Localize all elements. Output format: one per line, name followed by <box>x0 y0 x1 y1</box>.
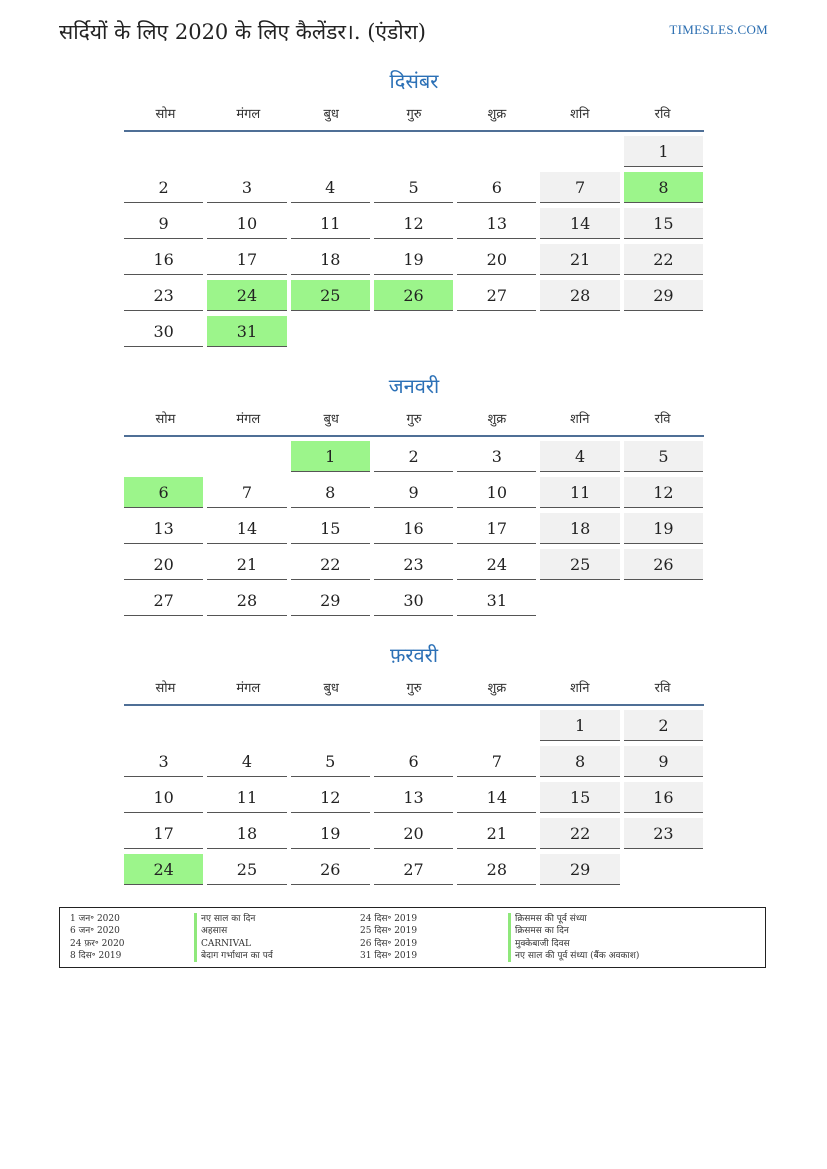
month-name: फ़रवरी <box>389 643 439 667</box>
day-cell: 5 <box>291 746 370 777</box>
legend-holiday-name: मुक्केबाजी दिवस <box>508 938 639 950</box>
day-cell: 31 <box>457 585 536 616</box>
empty-day-cell <box>291 710 370 741</box>
legend-holiday-name: क्रिसमस की पूर्व संध्या <box>508 913 639 925</box>
holiday-day-cell: 8 <box>624 172 703 203</box>
weekday-label: गुरु <box>406 107 422 122</box>
day-cell: 28 <box>540 280 619 311</box>
day-cell: 30 <box>374 585 453 616</box>
day-cell: 13 <box>374 782 453 813</box>
day-cell: 26 <box>291 854 370 885</box>
day-cell: 7 <box>540 172 619 203</box>
legend-date: 1 जन॰ 2020 <box>70 914 120 924</box>
holiday-day-cell: 6 <box>124 477 203 508</box>
day-cell: 21 <box>207 549 286 580</box>
legend-date: 8 दिस॰ 2019 <box>70 950 122 961</box>
day-cell: 15 <box>291 513 370 544</box>
month-block-february <box>124 638 704 890</box>
day-cell: 11 <box>540 477 619 508</box>
day-cell: 4 <box>291 172 370 203</box>
day-cell: 23 <box>624 818 703 849</box>
day-cell: 25 <box>540 549 619 580</box>
holiday-day-cell: 26 <box>374 280 453 311</box>
day-cell: 17 <box>457 513 536 544</box>
day-cell: 25 <box>207 854 286 885</box>
day-cell: 27 <box>374 854 453 885</box>
day-grid <box>124 136 704 352</box>
day-cell: 10 <box>207 208 286 239</box>
empty-day-cell <box>374 710 453 741</box>
day-cell: 16 <box>624 782 703 813</box>
day-cell: 8 <box>291 477 370 508</box>
empty-day-cell <box>291 136 370 167</box>
day-cell: 28 <box>457 854 536 885</box>
legend-holiday-name: नए साल की पूर्व संध्या (बैंक अवकाश) <box>508 950 639 962</box>
day-cell: 12 <box>624 477 703 508</box>
day-cell: 27 <box>124 585 203 616</box>
month-name: जनवरी <box>388 374 440 398</box>
day-cell: 5 <box>624 441 703 472</box>
weekday-label: गुरु <box>406 681 422 696</box>
legend-date: 31 दिस॰ 2019 <box>360 950 418 961</box>
day-cell: 29 <box>291 585 370 616</box>
day-cell: 7 <box>207 477 286 508</box>
site-link[interactable]: TIMESLES.COM <box>669 22 768 37</box>
day-cell: 22 <box>540 818 619 849</box>
month-block-january <box>124 369 704 621</box>
day-cell: 9 <box>124 208 203 239</box>
header-divider <box>124 130 704 132</box>
weekday-label: रवि <box>654 107 671 122</box>
day-cell: 11 <box>291 208 370 239</box>
legend-holiday-name: क्रिसमस का दिन <box>508 925 639 937</box>
day-cell: 20 <box>457 244 536 275</box>
weekday-header <box>124 403 704 433</box>
weekday-label: मंगल <box>236 107 261 122</box>
weekday-label: सोम <box>155 412 176 427</box>
weekday-label: शुक्र <box>487 681 507 696</box>
legend-date: 24 फ़र॰ 2020 <box>70 938 125 949</box>
day-cell: 24 <box>457 549 536 580</box>
weekday-label: शनि <box>570 107 590 122</box>
day-cell: 18 <box>291 244 370 275</box>
day-cell: 16 <box>374 513 453 544</box>
weekday-label: बुध <box>323 107 339 122</box>
month-block-december <box>124 64 704 352</box>
header-divider <box>124 435 704 437</box>
day-cell: 6 <box>457 172 536 203</box>
legend-names-left <box>194 913 273 962</box>
empty-day-cell <box>207 136 286 167</box>
day-cell: 29 <box>624 280 703 311</box>
day-cell: 17 <box>207 244 286 275</box>
day-cell: 3 <box>457 441 536 472</box>
legend-holiday-name: बेदाग गर्भाधान का पर्व <box>194 950 273 962</box>
empty-day-cell <box>124 441 203 472</box>
day-cell: 3 <box>124 746 203 777</box>
legend-names-right <box>508 913 639 962</box>
day-cell: 17 <box>124 818 203 849</box>
day-cell: 18 <box>207 818 286 849</box>
weekday-header <box>124 672 704 702</box>
legend-date: 6 जन॰ 2020 <box>70 926 120 937</box>
legend-dates-left <box>70 913 125 962</box>
day-cell: 22 <box>624 244 703 275</box>
empty-day-cell <box>457 136 536 167</box>
day-cell: 15 <box>540 782 619 813</box>
day-cell: 13 <box>457 208 536 239</box>
day-cell: 4 <box>207 746 286 777</box>
day-cell: 12 <box>374 208 453 239</box>
day-grid <box>124 710 704 890</box>
day-cell: 10 <box>124 782 203 813</box>
legend-holiday-name: CARNIVAL <box>194 938 273 950</box>
holiday-day-cell: 1 <box>291 441 370 472</box>
weekday-label: रवि <box>654 681 671 696</box>
day-cell: 13 <box>124 513 203 544</box>
weekday-label: बुध <box>323 681 339 696</box>
day-cell: 6 <box>374 746 453 777</box>
weekday-label: गुरु <box>406 412 422 427</box>
legend-date: 24 दिस॰ 2019 <box>360 914 418 924</box>
day-cell: 3 <box>207 172 286 203</box>
day-cell: 11 <box>207 782 286 813</box>
day-cell: 18 <box>540 513 619 544</box>
day-cell: 28 <box>207 585 286 616</box>
weekday-label: शनि <box>570 412 590 427</box>
empty-day-cell <box>540 136 619 167</box>
weekday-label: रवि <box>654 412 671 427</box>
day-cell: 21 <box>540 244 619 275</box>
day-cell: 27 <box>457 280 536 311</box>
holiday-day-cell: 24 <box>207 280 286 311</box>
day-cell: 19 <box>374 244 453 275</box>
day-cell: 9 <box>374 477 453 508</box>
day-cell: 8 <box>540 746 619 777</box>
legend-date: 26 दिस॰ 2019 <box>360 938 418 949</box>
weekday-label: सोम <box>155 107 176 122</box>
day-cell: 23 <box>374 549 453 580</box>
legend-dates-right <box>360 913 417 962</box>
day-cell: 26 <box>624 549 703 580</box>
day-cell: 16 <box>124 244 203 275</box>
legend-date: 25 दिस॰ 2019 <box>360 926 418 937</box>
page-title: सर्दियों के लिए 2020 के लिए कैलेंडर।. (एंडोरा) <box>59 20 426 44</box>
legend-holiday-name: अहसास <box>194 925 273 937</box>
day-cell: 29 <box>540 854 619 885</box>
header-divider <box>124 704 704 706</box>
day-cell: 1 <box>540 710 619 741</box>
month-name: दिसंबर <box>389 69 439 93</box>
day-cell: 20 <box>374 818 453 849</box>
day-cell: 2 <box>374 441 453 472</box>
holiday-day-cell: 25 <box>291 280 370 311</box>
day-cell: 23 <box>124 280 203 311</box>
day-cell: 2 <box>124 172 203 203</box>
empty-day-cell <box>207 710 286 741</box>
day-cell: 20 <box>124 549 203 580</box>
empty-day-cell <box>457 710 536 741</box>
weekday-label: बुध <box>323 412 339 427</box>
day-cell: 2 <box>624 710 703 741</box>
weekday-header <box>124 98 704 128</box>
weekday-label: शुक्र <box>487 107 507 122</box>
day-cell: 14 <box>540 208 619 239</box>
holiday-day-cell: 31 <box>207 316 286 347</box>
weekday-label: मंगल <box>236 412 261 427</box>
day-cell: 14 <box>457 782 536 813</box>
day-cell: 10 <box>457 477 536 508</box>
legend-holiday-name: नए साल का दिन <box>194 913 273 925</box>
day-cell: 12 <box>291 782 370 813</box>
empty-day-cell <box>207 441 286 472</box>
weekday-label: सोम <box>155 681 176 696</box>
weekday-label: शुक्र <box>487 412 507 427</box>
holiday-legend <box>59 907 766 968</box>
day-cell: 14 <box>207 513 286 544</box>
day-cell: 19 <box>291 818 370 849</box>
day-grid <box>124 441 704 621</box>
day-cell: 21 <box>457 818 536 849</box>
day-cell: 5 <box>374 172 453 203</box>
holiday-day-cell: 24 <box>124 854 203 885</box>
day-cell: 19 <box>624 513 703 544</box>
day-cell: 1 <box>624 136 703 167</box>
day-cell: 22 <box>291 549 370 580</box>
day-cell: 15 <box>624 208 703 239</box>
empty-day-cell <box>124 710 203 741</box>
day-cell: 4 <box>540 441 619 472</box>
weekday-label: मंगल <box>236 681 261 696</box>
day-cell: 9 <box>624 746 703 777</box>
empty-day-cell <box>374 136 453 167</box>
empty-day-cell <box>124 136 203 167</box>
day-cell: 30 <box>124 316 203 347</box>
weekday-label: शनि <box>570 681 590 696</box>
day-cell: 7 <box>457 746 536 777</box>
